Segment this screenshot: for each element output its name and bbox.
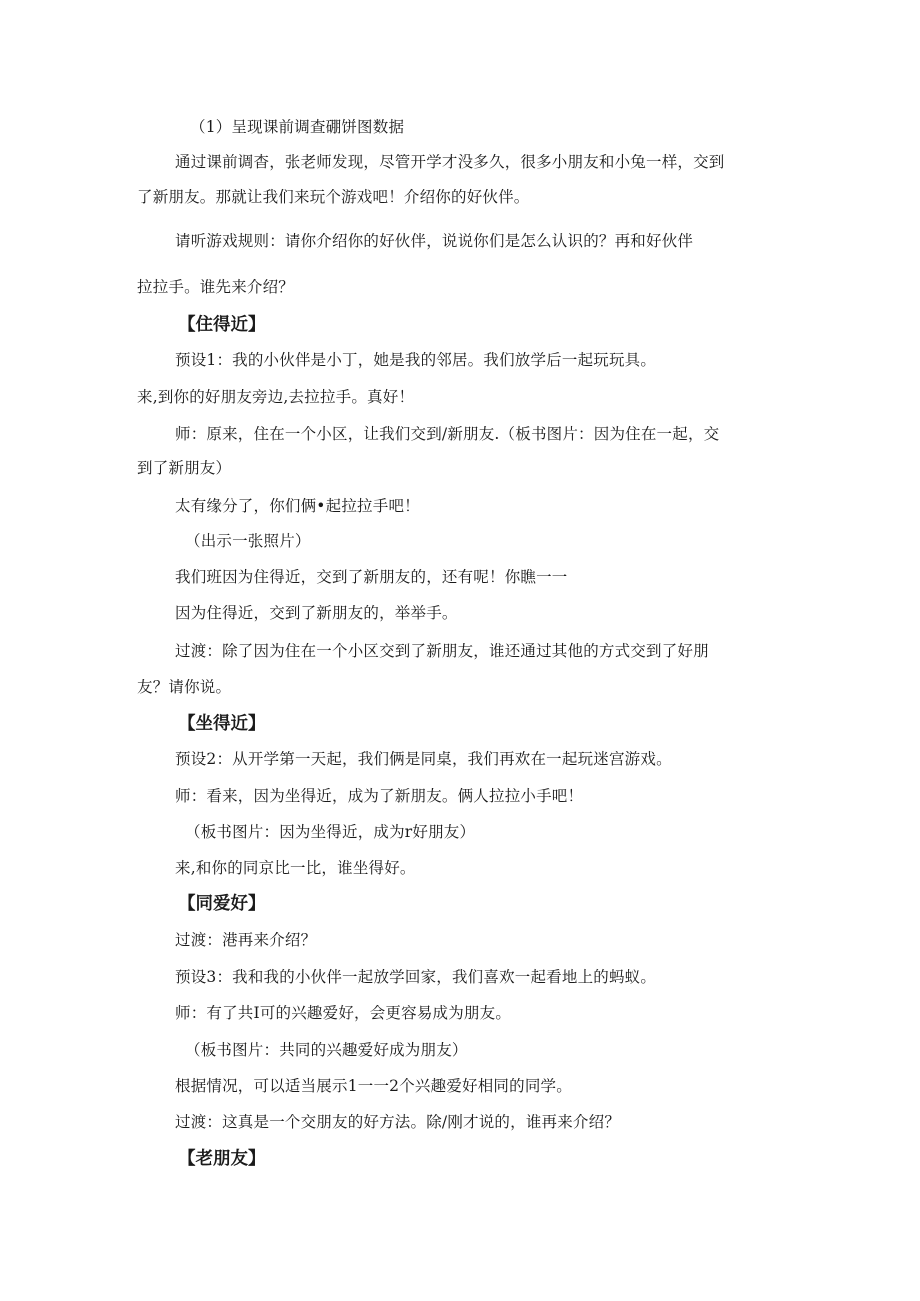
intro-paragraph-2-line-1: 请听游戏规则：请你介绍你的好伙伴，说说你们是怎么认识的？再和好伙伴 xyxy=(175,232,694,250)
section1-line-6: （出示一张照片） xyxy=(185,532,311,550)
section2-line-2: 师：看来，因为坐得近，成为了新朋友。俩人拉拉小手吧！ xyxy=(175,787,584,805)
section1-line-3: 师：原来，住在一个小区，让我们交到/新朋友.（板书图片：因为住在一起，交 xyxy=(175,425,720,443)
section2-line-3: （板书图片：因为坐得近，成为r好朋友） xyxy=(185,823,476,841)
section3-line-5: 根据情况，可以适当展示1一一2个兴趣爱好相同的同学。 xyxy=(175,1077,572,1095)
section2-line-4: 来,和你的同京比一比，谁坐得好。 xyxy=(175,859,416,877)
section2-line-1: 预设2：从开学第一天起，我们俩是同桌，我们再欢在一起玩迷宫游戏。 xyxy=(175,750,672,768)
intro-paragraph-2-line-2: 拉拉手。谁先来介绍？ xyxy=(137,278,295,296)
section1-line-2: 来,到你的好朋友旁边,去拉拉手。真好！ xyxy=(137,388,415,406)
section3-line-4: （板书图片：共同的兴趣爱好成为朋友） xyxy=(185,1041,468,1059)
section1-line-10: 友？请你说。 xyxy=(137,678,232,696)
section3-line-2: 预设3：我和我的小伙伴一起放学回家，我们喜欢一起看地上的蚂蚁。 xyxy=(175,968,657,986)
section-heading-sit-close: 【坐得近】 xyxy=(178,714,266,734)
section-heading-same-hobby: 【同爱好】 xyxy=(178,894,266,914)
section1-line-7: 我们班因为住得近，交到了新朋友的，还有呢！你瞧一一 xyxy=(175,568,568,586)
section3-line-1: 过渡：港再来介绍？ xyxy=(175,931,317,949)
section1-line-9: 过渡：除了因为住在一个小区交到了新朋友，谁还通过其他的方式交到了好朋 xyxy=(175,642,709,660)
section-title: （1）呈现课前调查硼饼图数据 xyxy=(190,118,405,136)
section-heading-live-close: 【住得近】 xyxy=(178,315,266,335)
section-heading-old-friend: 【老朋友】 xyxy=(178,1149,266,1169)
intro-paragraph-1-line-1: 通过课前调杳，张老师发现，尽管开学才没多久，很多小朋友和小兔一样，交到 xyxy=(175,153,725,171)
section1-line-5: 太有缘分了，你们俩•起拉拉手吧！ xyxy=(175,497,420,515)
section1-line-1: 预设1：我的小伙伴是小丁，她是我的邻居。我们放学后一起玩玩具。 xyxy=(175,351,657,369)
section1-line-8: 因为住得近，交到了新朋友的，举举手。 xyxy=(175,604,458,622)
section3-line-3: 师：有了共I可的兴趣爱好，会更容易成为朋友。 xyxy=(175,1004,512,1022)
intro-paragraph-1-line-2: 了新朋友。那就让我们来玩个游戏吧！介绍你的好伙伴。 xyxy=(137,188,530,206)
section3-line-6: 过渡：这真是一个交朋友的好方法。除/刚才说的，谁再来介绍？ xyxy=(175,1113,621,1131)
section1-line-4: 到了新朋友） xyxy=(137,459,232,477)
